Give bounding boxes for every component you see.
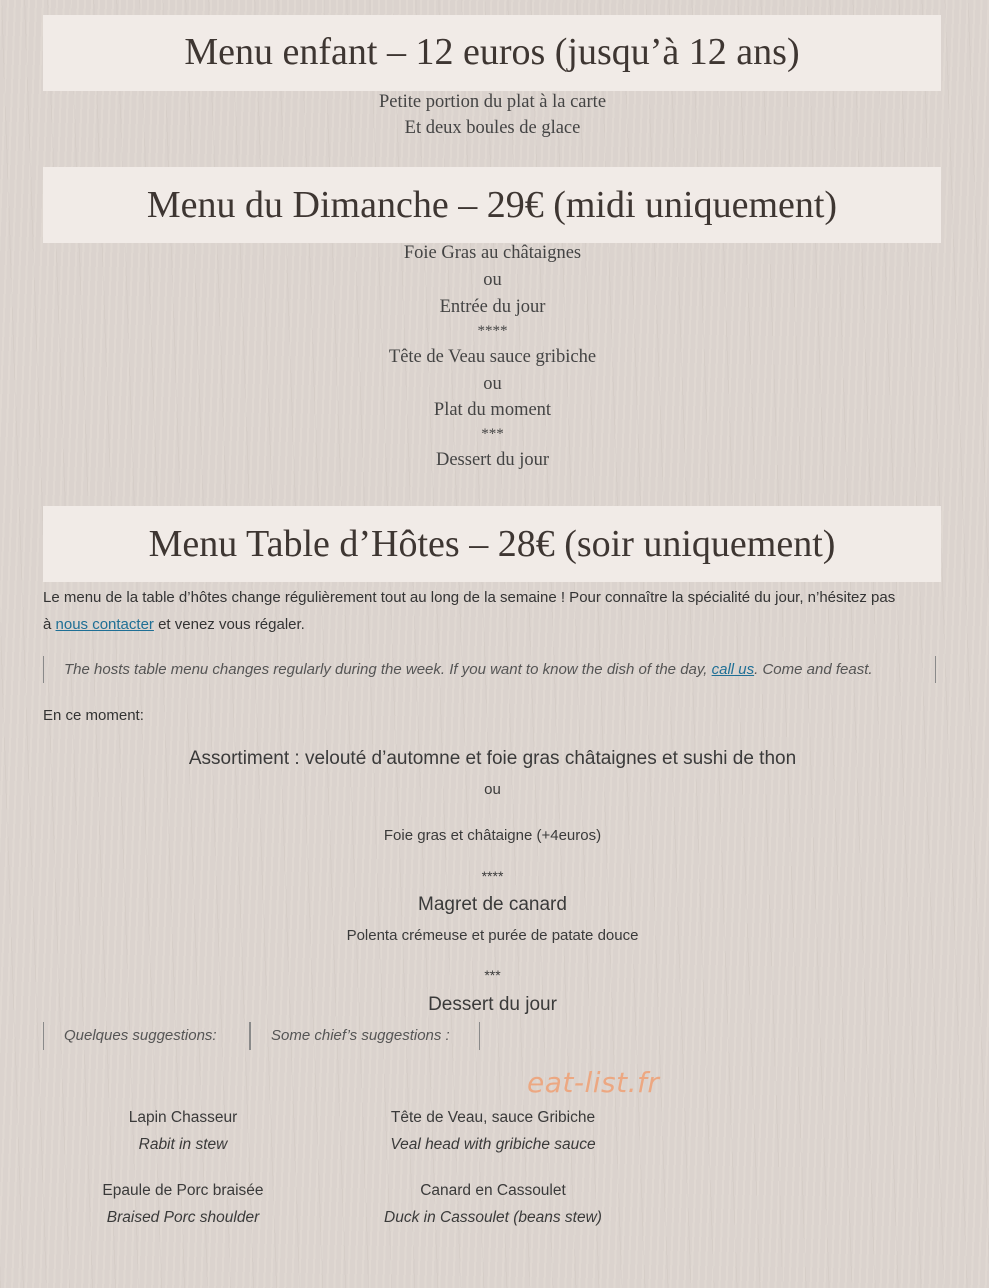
- menu-enfant-lines: [0, 89, 985, 141]
- assortiment-dish: Assortiment : velouté d’automne et foie gras châtaignes et sushi de thon: [188, 748, 797, 769]
- menu-dimanche-line: Tête de Veau sauce gribiche: [388, 347, 597, 367]
- menu-enfant-line: Et deux boules de glace: [404, 118, 581, 138]
- dessert-dish: Dessert du jour: [428, 994, 557, 1015]
- menu-enfant-line: Petite portion du plat à la carte: [378, 92, 607, 112]
- menu-enfant-title: Menu enfant – 12 euros (jusqu’à 12 ans): [43, 15, 941, 91]
- magret-dish: Magret de canard: [418, 894, 567, 915]
- menu-dimanche-line: ou: [483, 270, 502, 290]
- suggestion-item: [60, 1177, 306, 1231]
- course-separator: ***: [484, 967, 501, 983]
- foie-gras-option: Foie gras et châtaigne (+4euros): [383, 827, 602, 844]
- polenta-description: Polenta crémeuse et purée de patate douce: [346, 927, 639, 944]
- call-us-link[interactable]: call us: [711, 661, 755, 678]
- suggestion-en: Duck in Cassoulet (beans stew): [384, 1209, 602, 1226]
- menu-dimanche-title: Menu du Dimanche – 29€ (midi uniquement): [43, 167, 941, 243]
- menu-dimanche-separator: ***: [481, 426, 504, 442]
- course-separator: ****: [481, 868, 504, 884]
- eat-list-watermark: eat-list.fr: [527, 1066, 660, 1099]
- menu-dimanche-line: ou: [483, 374, 502, 394]
- suggestion-fr: Epaule de Porc braisée: [102, 1182, 264, 1199]
- english-quote: [43, 656, 936, 683]
- menu-dimanche-line: Plat du moment: [433, 400, 552, 420]
- menu-hotes-title: Menu Table d’Hôtes – 28€ (soir uniquement): [43, 506, 941, 582]
- menu-dimanche-separator: ****: [477, 323, 508, 339]
- menu-hotes-intro-prefix: à: [43, 616, 56, 633]
- suggestion-fr: Tête de Veau, sauce Gribiche: [390, 1109, 596, 1126]
- menu-dimanche-line: Foie Gras au châtaignes: [403, 243, 582, 263]
- menu-hotes-intro-suffix: et venez vous régaler.: [153, 616, 305, 633]
- menu-dimanche-line: Dessert du jour: [435, 450, 550, 470]
- suggestion-fr: Lapin Chasseur: [128, 1109, 238, 1126]
- suggestion-item: [343, 1177, 643, 1231]
- suggestions-fr-label: Quelques suggestions:: [43, 1022, 250, 1050]
- suggestion-item: [343, 1104, 643, 1158]
- suggestion-fr: Canard en Cassoulet: [420, 1182, 566, 1199]
- suggestion-en: Braised Porc shoulder: [106, 1209, 260, 1226]
- menu-hotes-intro-text: Le menu de la table d’hôtes change régulièrement tout au long de la semaine ! Pour connaître la spécialité du jour, n’hésitez pas: [43, 589, 896, 606]
- en-ce-moment-label: En ce moment:: [43, 707, 144, 724]
- ou-separator: ou: [484, 781, 501, 798]
- suggestions-en-label: Some chief’s suggestions :: [250, 1022, 480, 1050]
- suggestion-en: Veal head with gribiche sauce: [390, 1136, 596, 1153]
- menu-dimanche-line: Entrée du jour: [439, 297, 546, 317]
- contact-link[interactable]: nous contacter: [55, 616, 154, 633]
- suggestion-en: Rabit in stew: [138, 1136, 228, 1153]
- english-quote-end: . Come and feast.: [754, 661, 873, 678]
- menu-dimanche-lines: [0, 241, 985, 474]
- menu-hotes-intro: [43, 584, 948, 638]
- suggestion-item: [60, 1104, 306, 1158]
- english-quote-text: The hosts table menu changes regularly during the week. If you want to know the dish of the day,: [64, 661, 712, 678]
